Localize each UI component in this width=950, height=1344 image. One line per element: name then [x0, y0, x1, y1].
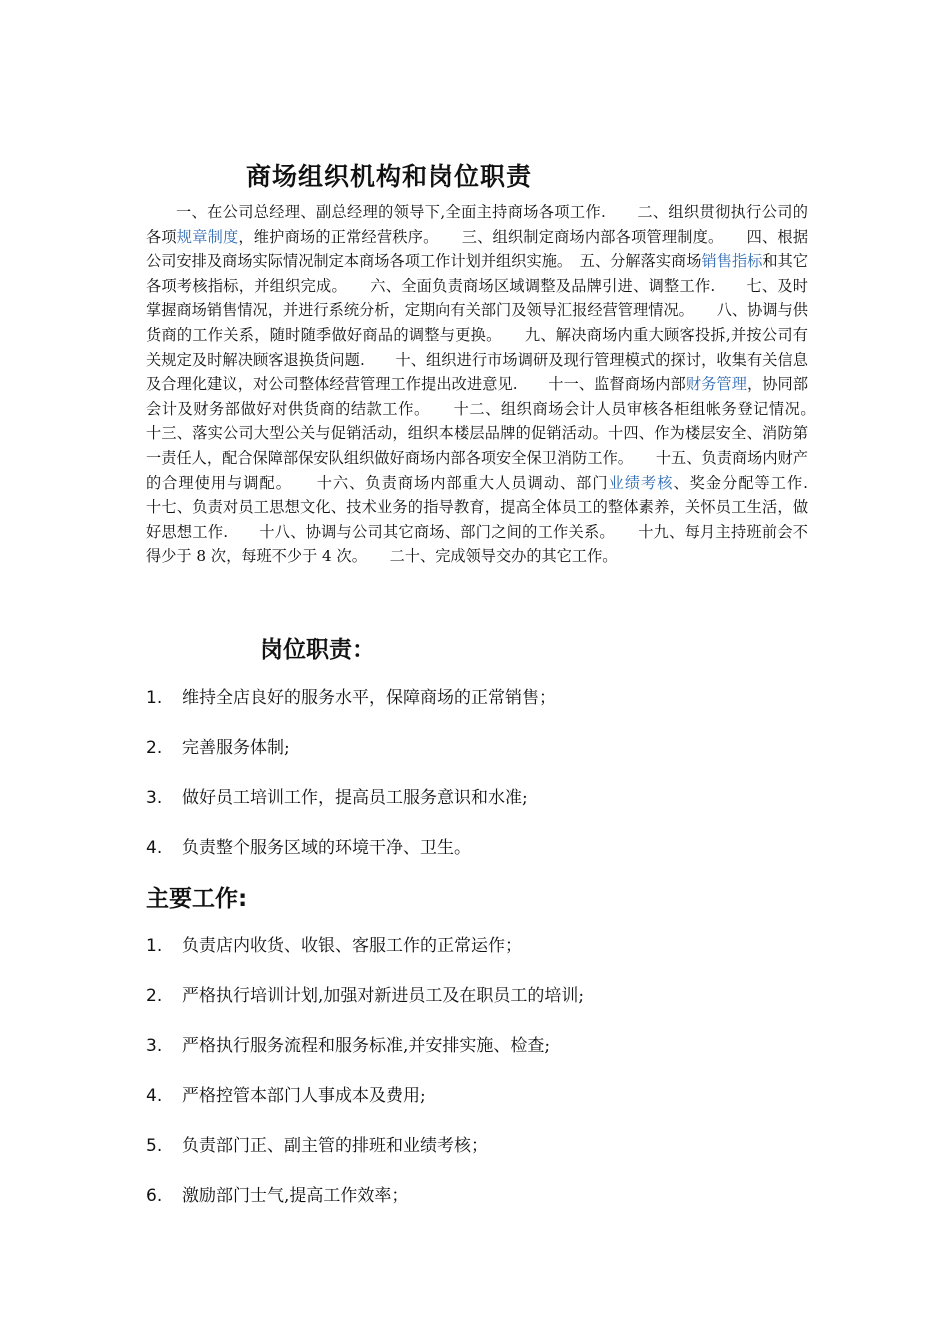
list-item [146, 735, 556, 785]
body-text: 、奖金分配等工作. 十七、负责对员工思想文化、技术业务的指导教育，提高全体员工的整体素养，关怀员工生活，做好思想工作. 十八、协调与公司其它商场、部门之间的工作关系。 十九、每月主持班前会不得少于 8 次，每班不少于 4 次。 二十、完成领导交办的其它工作。 [146, 473, 839, 566]
list-item [146, 983, 584, 1033]
link-performance-review[interactable]: 业绩考核 [608, 473, 674, 492]
list-item [146, 1183, 584, 1233]
item-text: 负责整个服务区域的环境干净、卫生。 [182, 838, 471, 858]
item-number: 5. [146, 1136, 163, 1156]
list-item [146, 835, 556, 885]
list-item [146, 933, 584, 983]
item-text: 严格执行服务流程和服务标准,并安排实施、检查; [182, 1036, 551, 1056]
item-text: 负责店内收货、收银、客服工作的正常运作； [182, 936, 522, 956]
link-financial-management[interactable]: 财务管理 [685, 375, 747, 394]
item-number: 1. [146, 688, 163, 708]
item-text: 做好员工培训工作，提高员工服务意识和水准; [182, 788, 528, 808]
item-text: 严格执行培训计划,加强对新进员工及在职员工的培训; [182, 986, 585, 1006]
list-item [146, 785, 556, 835]
body-text: ，协同部会计及财务部做好对供货商的结款工作。 十二、组织商场会计人员审核各柜组帐务登记情况。 十三、落实公司大型公关与促销活动，组织本楼层品牌的促销活动。十四、作为楼层安全、消防第一责任人，配合保障部保安队组织做好商场内部各项安全保卫消防工作。 十五、负责商场内财产的合理使用与调配。 十六、负责商场内部重大人员调动、部门 [146, 375, 839, 492]
item-number: 2. [146, 738, 163, 758]
item-text: 维持全店良好的服务水平，保障商场的正常销售； [182, 688, 556, 708]
item-number: 2. [146, 986, 163, 1006]
item-number: 6. [146, 1186, 163, 1206]
link-rules-system[interactable]: 规章制度 [176, 227, 239, 246]
item-text: 完善服务体制; [182, 738, 290, 758]
main-work-list [146, 933, 584, 1233]
link-sales-target[interactable]: 销售指标 [701, 252, 763, 271]
item-number: 4. [146, 1086, 163, 1106]
item-number: 3. [146, 1036, 163, 1056]
duty-heading: 岗位职责： [260, 637, 375, 663]
body-text: 和其它各项考核指标，并组织完成。 六、全面负责商场区域调整及品牌引进、调整工作. 七、及时掌握商场销售情况，并进行系统分析，定期向有关部门及领导汇报经营管理情况。 八、协调与供货商的工作关系，随时随季做好商品的调整与更换。 九、解决商场内重大顾客投拆,并按公司有关规定及时解决顾客退换货问题. 十、组织进行市场调研及现行管理模式的探讨，收集有关信息及合理化建议，对公司整体经营管理工作提出改进意见. 十一、监督商场内部 [146, 252, 808, 394]
body-text: ，维护商场的正常经营秩序。 三、组织制定商场内部各项管理制度。 四、根据公司安排及商场实际情况制定本商场各项工作计划并组织实施。 五、分解落实商场 [146, 227, 809, 271]
duty-list [146, 685, 556, 885]
item-number: 3. [146, 788, 163, 808]
item-number: 4. [146, 838, 163, 858]
list-item [146, 1033, 584, 1083]
document-title: 商场组织机构和岗位职责 [246, 162, 533, 191]
item-text: 负责部门正、副主管的排班和业绩考核； [182, 1136, 488, 1156]
item-text: 严格控管本部门人事成本及费用; [182, 1086, 426, 1106]
list-item [146, 1133, 584, 1183]
item-number: 1. [146, 936, 163, 956]
main-work-heading: 主要工作: [146, 886, 248, 912]
body-text: 一、在公司总经理、副总经理的领导下,全面主持商场各项工作. 二、组织贯彻执行公司的各项 [146, 203, 808, 246]
item-text: 激励部门士气,提高工作效率； [182, 1186, 409, 1206]
list-item [146, 685, 556, 735]
responsibilities-paragraph [146, 200, 839, 569]
list-item [146, 1083, 584, 1133]
